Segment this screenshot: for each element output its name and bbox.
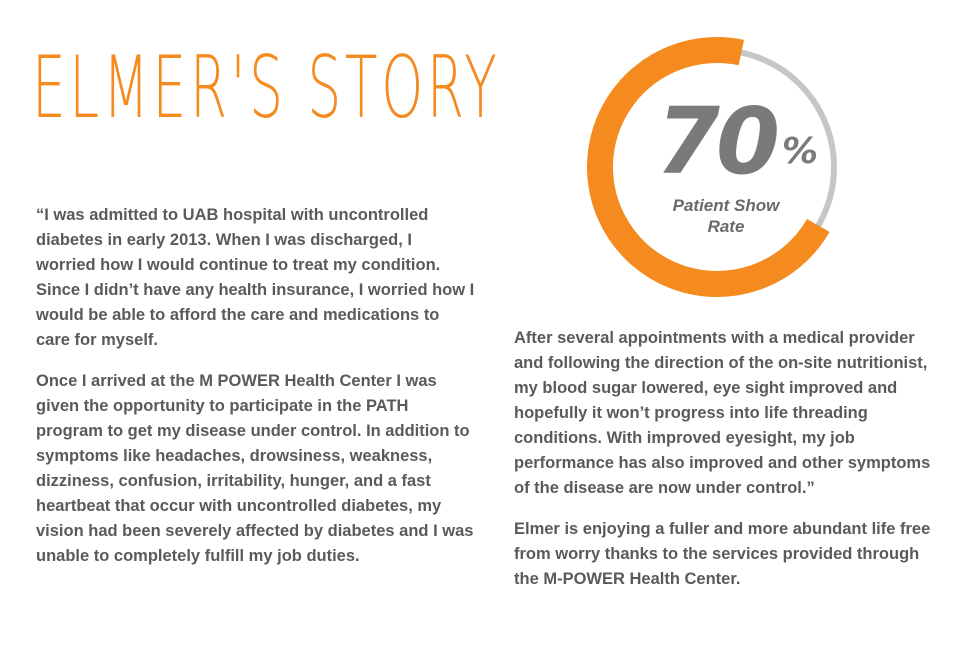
story-paragraph: “I was admitted to UAB hospital with uncontrolled diabetes in early 2013. When I was discharged, I worried how I would continue to treat my condition. Since I didn’t have any health insurance, I worried how I would be able to afford the care and medications to care for myself. — [36, 206, 475, 349]
show-rate-label-line1: Patient Show — [672, 196, 780, 215]
story-paragraph: Elmer is enjoying a fuller and more abundant life free from worry thanks to the services provided through the M-POWER Health Center. — [514, 520, 931, 588]
page-title: ELMER'S STORY — [32, 38, 501, 138]
show-rate-value — [656, 88, 819, 195]
story-paragraph: Once I arrived at the M POWER Health Center I was given the opportunity to participate in the PATH program to get my disease under control. In addition to symptoms like headaches, drowsiness, weakness, dizziness, confusion, irritability, hunger, and a fast heartbeat that occur with uncontrolled diabetes, my vision had been severely affected by diabetes and I was unable to completely fulfill my job duties. — [36, 372, 474, 565]
story-left-column — [36, 203, 476, 585]
show-rate-number: 70 — [656, 88, 777, 195]
story-right-column — [514, 326, 934, 608]
story-paragraph: After several appointments with a medical provider and following the direction of the on-site nutritionist, my blood sugar lowered, eye sight improved and hopefully it won’t progress into life threading conditions. With improved eyesight, my job performance has also improved and other symptoms of the disease are now under control.” — [514, 329, 931, 497]
show-rate-label — [646, 195, 806, 237]
show-rate-percent-sign: % — [782, 131, 819, 172]
show-rate-label-line2: Rate — [707, 217, 745, 236]
